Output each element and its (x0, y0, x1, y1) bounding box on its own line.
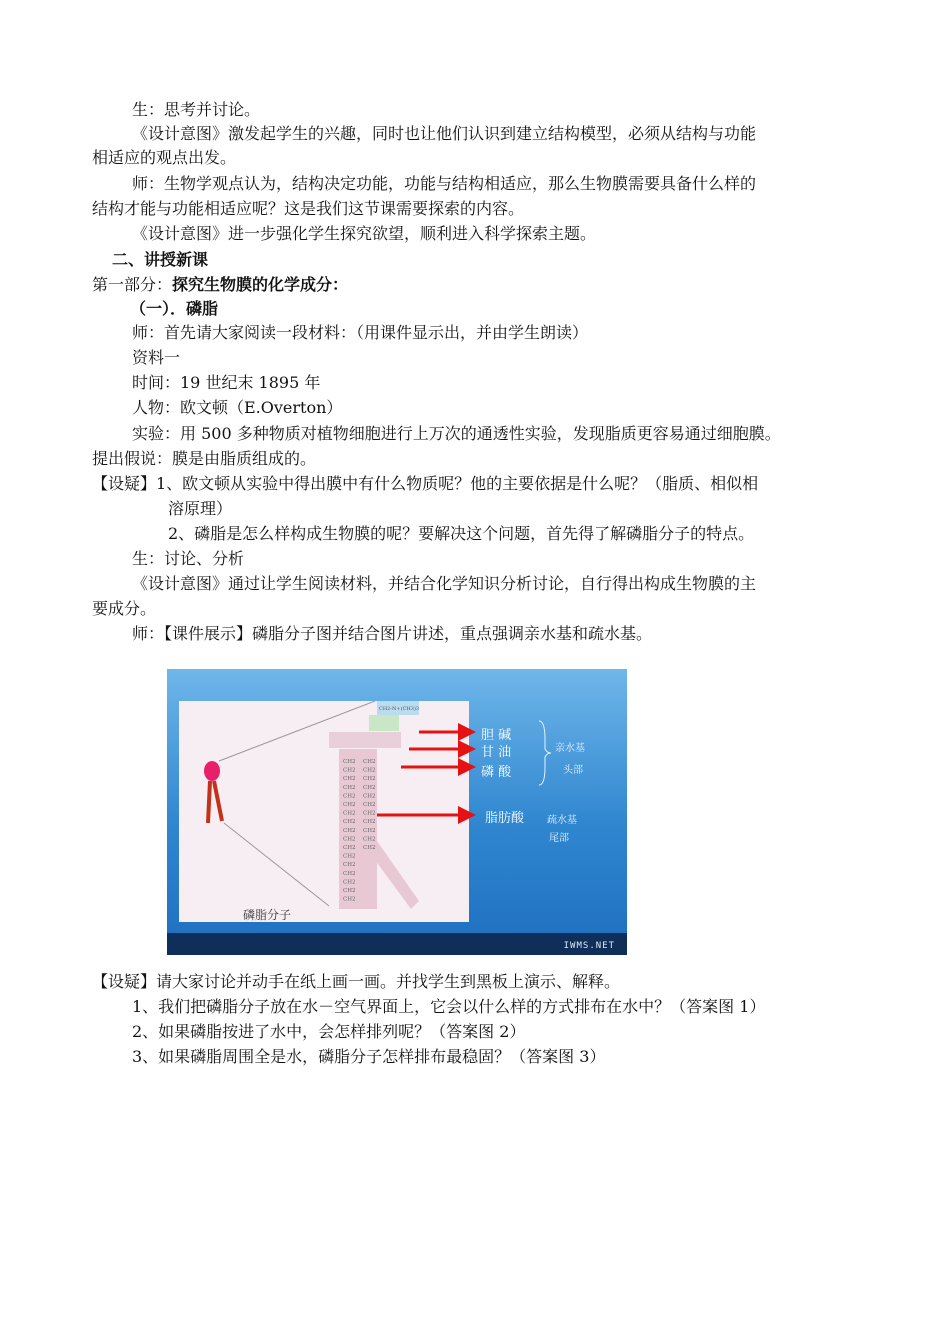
chain-unit: CH2 (343, 879, 356, 886)
chain-unit: CH2 (343, 845, 356, 851)
chain-unit: CH2 (343, 776, 356, 783)
chain-unit: CH2 (363, 776, 376, 783)
label-choline: 胆 碱 (481, 728, 512, 743)
paragraph: 生：讨论、分析 (132, 549, 245, 568)
chain-unit: CH2 (343, 870, 356, 877)
chain-unit: CH2 (363, 767, 376, 774)
paragraph: 3、如果磷脂周围全是水，磷脂分子怎样排布最稳固？（答案图 3） (132, 1047, 606, 1066)
chain-unit: CH2 (363, 784, 376, 791)
label-glycerol: 甘 油 (481, 745, 512, 760)
chain-unit: CH2 (343, 793, 356, 800)
chain-unit: CH2 (343, 759, 356, 765)
subsection-heading: （一）．磷脂 (130, 299, 219, 318)
chain-unit: CH2 (343, 819, 356, 826)
figure-footer-bar (167, 933, 627, 955)
paragraph: 2、如果磷脂按进了水中，会怎样排列呢？（答案图 2） (132, 1022, 526, 1041)
paragraph: 相适应的观点出发。 (92, 148, 237, 167)
paragraph: 人物：欧文顿（E.Overton） (132, 398, 343, 417)
paragraph: 《设计意图》通过让学生阅读材料，并结合化学知识分析讨论，自行得出构成生物膜的主 (132, 574, 757, 593)
section-heading: 二、讲授新课 (112, 250, 209, 269)
chain-unit: CH2 (343, 827, 356, 834)
label-fatty-acid: 脂肪酸 (485, 811, 525, 826)
chain-unit: CH2 (343, 896, 356, 903)
paragraph: 《设计意图》激发起学生的兴趣，同时也让他们认识到建立结构模型，必须从结构与功能 (132, 124, 757, 143)
paragraph: 溶原理） (168, 499, 233, 518)
figure-caption: 磷脂分子 (243, 908, 292, 922)
label-phosphate: 磷 酸 (481, 765, 512, 780)
part-heading (92, 273, 348, 297)
phospholipid-figure (167, 669, 627, 955)
paragraph: 1、我们把磷脂分子放在水－空气界面上，它会以什么样的方式排布在水中？（答案图 1） (132, 997, 766, 1016)
part-label: 第一部分： (92, 275, 173, 294)
chain-unit: CH2 (343, 862, 356, 869)
paragraph: 师：首先请大家阅读一段材料：（用课件显示出，并由学生朗读） (132, 323, 589, 342)
paragraph: 师：【课件展示】磷脂分子图并结合图片讲述，重点强调亲水基和疏水基。 (132, 624, 653, 643)
chain-unit: CH2 (343, 784, 356, 791)
paragraph: 2、磷脂是怎么样构成生物膜的呢？要解决这个问题，首先得了解磷脂分子的特点。 (168, 524, 755, 543)
chain-unit: CH2 (343, 810, 356, 817)
label-hydrophobic: 疏水基 (547, 815, 577, 826)
paragraph: 师：生物学观点认为，结构决定功能，功能与结构相适应，那么生物膜需要具备什么样的 (132, 174, 757, 193)
paragraph: 【设疑】1、欧文顿从实验中得出膜中有什么物质呢？他的主要依据是什么呢？（脂质、相似相 (92, 474, 759, 493)
chain-unit: CH2 (343, 888, 356, 894)
paragraph: 时间：19 世纪末 1895 年 (132, 373, 321, 392)
chain-unit: CH2 (363, 819, 376, 826)
chain-unit: CH2 (363, 759, 376, 765)
part-title: 探究生物膜的化学成分： (172, 275, 349, 294)
formula-label: CH2-N+(CH3)3 (379, 706, 420, 712)
label-head: 头部 (563, 765, 583, 776)
head-bracket (539, 721, 551, 785)
paragraph: 要成分。 (92, 599, 157, 618)
paragraph: 提出假说：膜是由脂质组成的。 (92, 449, 317, 468)
paragraph: 【设疑】请大家讨论并动手在纸上画一画。并找学生到黑板上演示、解释。 (92, 972, 621, 991)
chain-unit: CH2 (363, 802, 376, 808)
paragraph: 实验：用 500 多种物质对植物细胞进行上万次的通透性实验，发现脂质更容易通过细胞膜。 (132, 424, 781, 443)
chain-unit: CH2 (343, 853, 356, 860)
chain-unit: CH2 (363, 793, 376, 800)
paragraph: 生：思考并讨论。 (132, 100, 261, 119)
chain-unit: CH2 (343, 802, 356, 808)
chain-unit: CH2 (363, 827, 376, 834)
chain-unit: CH2 (363, 845, 376, 851)
watermark: IWMS.NET (563, 941, 615, 951)
chain-unit: CH2 (343, 836, 356, 843)
paragraph: 资料一 (132, 348, 181, 367)
paragraph: 结构才能与功能相适应呢？这是我们这节课需要探索的内容。 (92, 199, 525, 218)
chain-unit: CH2 (363, 810, 376, 817)
chain-unit: CH2 (343, 767, 356, 774)
paragraph: 《设计意图》进一步强化学生探究欲望，顺利进入科学探索主题。 (132, 224, 597, 243)
chain-unit: CH2 (363, 836, 376, 843)
label-tail: 尾部 (549, 833, 569, 844)
label-hydrophilic: 亲水基 (555, 743, 585, 754)
